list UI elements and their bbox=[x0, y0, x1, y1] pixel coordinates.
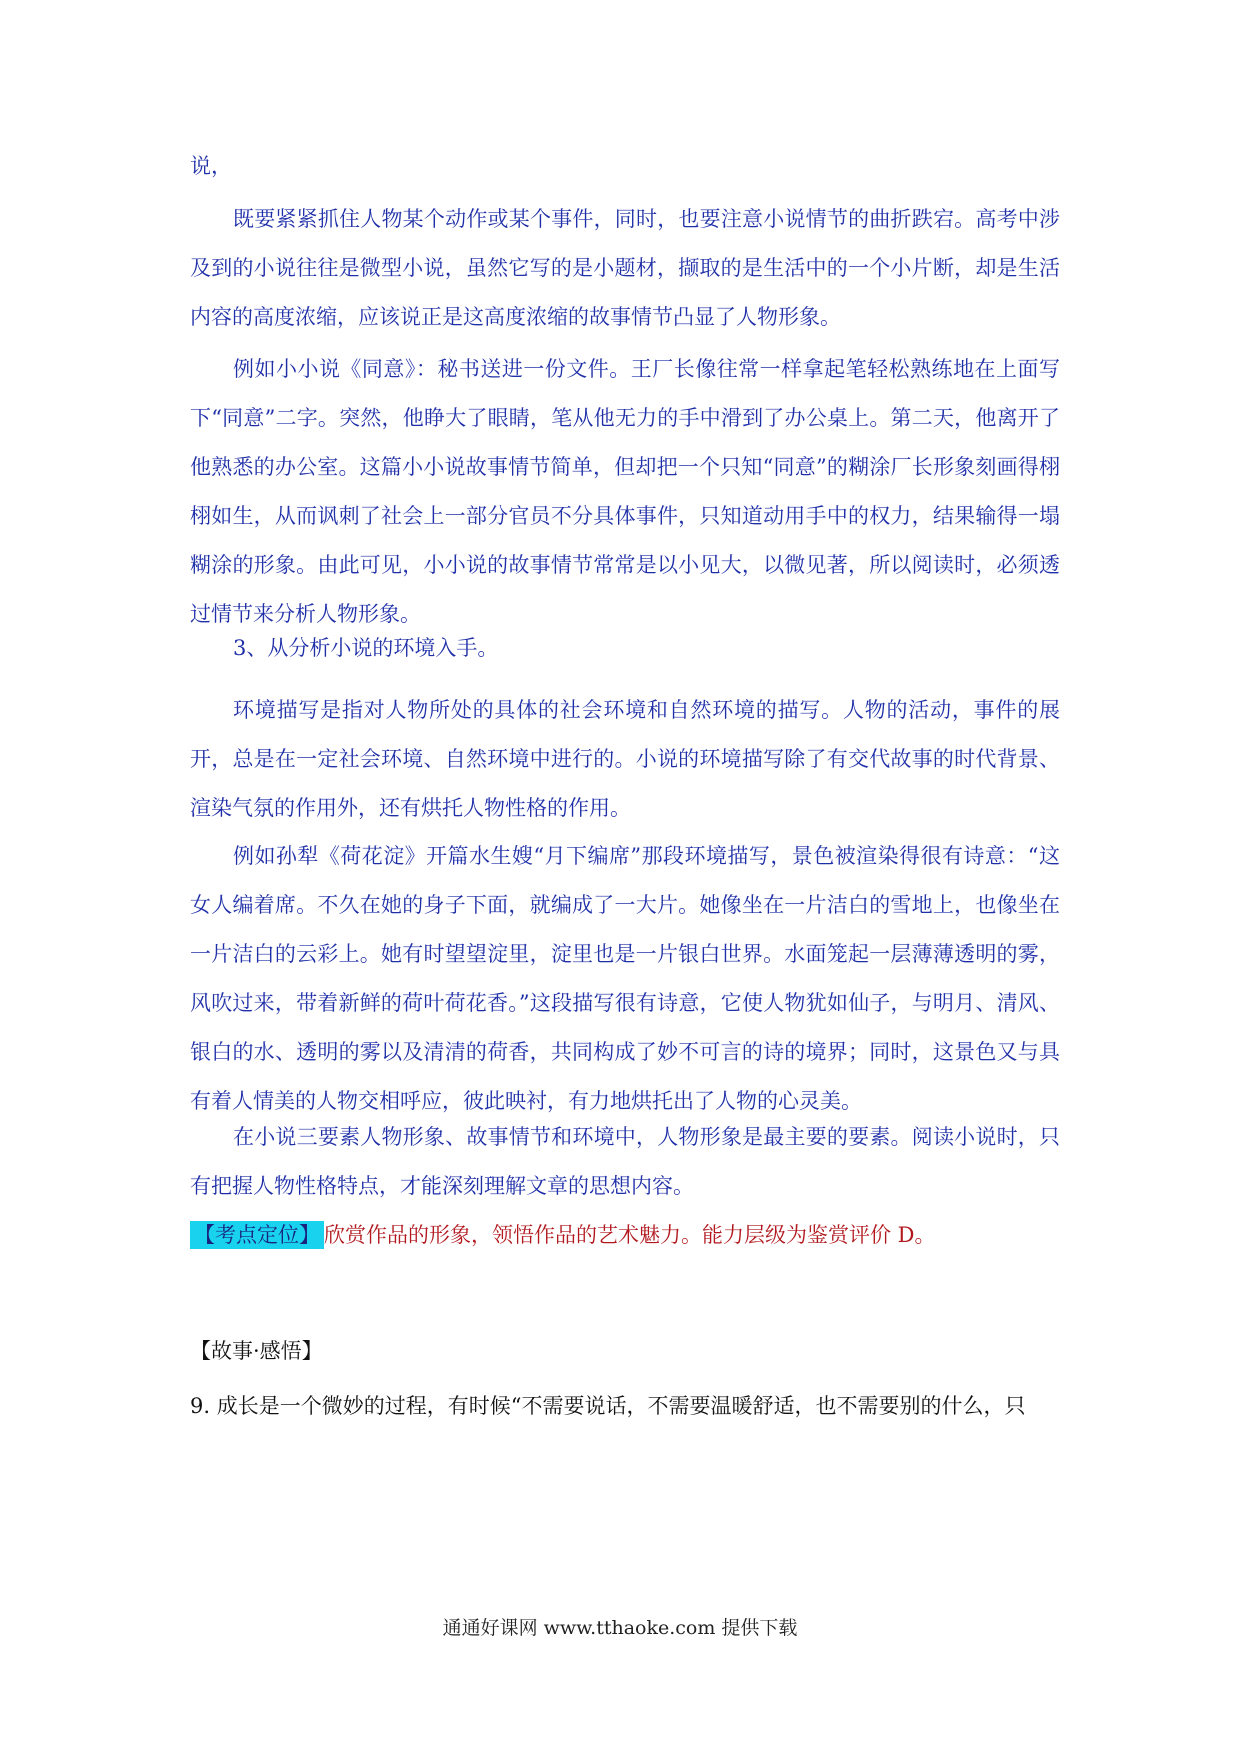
paragraph-continuation: 说， bbox=[190, 154, 232, 178]
question-9: 9. 成长是一个微妙的过程，有时候“不需要说话，不需要温暖舒适，也不需要别的什么，只 bbox=[190, 1394, 1026, 1418]
kaodian-label: 【考点定位】 bbox=[190, 1221, 324, 1249]
paragraph-example-hehuadian: 例如孙犁《荷花淀》开篇水生嫂“月下编席”那段环境描写，景色被渲染得很有诗意：“这女人编着席。不久在她的身子下面，就编成了一大片。她像坐在一片洁白的雪地上，也像坐在一片洁白的云彩上。她有时望望淀里，淀里也是一片银白世界。水面笼起一层薄薄透明的雾，风吹过来，带着新鲜的荷叶荷花香。”这段描写很有诗意，它使人物犹如仙子，与明月、清风、银白的水、透明的雾以及清清的荷香，共同构成了妙不可言的诗的境界；同时，这景色又与具有着人情美的人物交相呼应，彼此映衬，有力地烘托出了人物的心灵美。 bbox=[190, 844, 1060, 1113]
paragraph-environment: 环境描写是指对人物所处的具体的社会环境和自然环境的描写。人物的活动，事件的展开，总是在一定社会环境、自然环境中进行的。小说的环境描写除了有交代故事的时代背景、渲染气氛的作用外，还有烘托人物性格的作用。 bbox=[190, 698, 1060, 820]
kaodian-line bbox=[190, 1211, 1060, 1260]
page-footer: 通通好课网 www.tthaoke.com 提供下载 bbox=[442, 1617, 798, 1639]
paragraph-example-tongyi: 例如小小说《同意》：秘书送进一份文件。王厂长像往常一样拿起笔轻松熟练地在上面写下“同意”二字。突然，他睁大了眼睛，笔从他无力的手中滑到了办公桌上。第二天，他离开了他熟悉的办公室。这篇小小说故事情节简单，但却把一个只知“同意”的糊涂厂长形象刻画得栩栩如生，从而讽刺了社会上一部分官员不分具体事件，只知道动用手中的权力，结果输得一塌糊涂的形象。由此可见，小小说的故事情节常常是以小见大，以微见著，所以阅读时，必须透过情节来分析人物形象。 bbox=[190, 357, 1060, 626]
kaodian-text: 欣赏作品的形象，领悟作品的艺术魅力。能力层级为鉴赏评价 D。 bbox=[324, 1223, 936, 1247]
section-title: 【故事·感悟】 bbox=[190, 1339, 323, 1363]
paragraph-point-3: 3、从分析小说的环境入手。 bbox=[233, 636, 499, 660]
paragraph-summary: 在小说三要素人物形象、故事情节和环境中，人物形象是最主要的要素。阅读小说时，只有把握人物性格特点，才能深刻理解文章的思想内容。 bbox=[190, 1125, 1060, 1198]
paragraph-plot-emphasis: 既要紧紧抓住人物某个动作或某个事件，同时，也要注意小说情节的曲折跌宕。高考中涉及到的小说往往是微型小说，虽然它写的是小题材，撷取的是生活中的一个小片断，却是生活内容的高度浓缩，应该说正是这高度浓缩的故事情节凸显了人物形象。 bbox=[190, 207, 1060, 329]
